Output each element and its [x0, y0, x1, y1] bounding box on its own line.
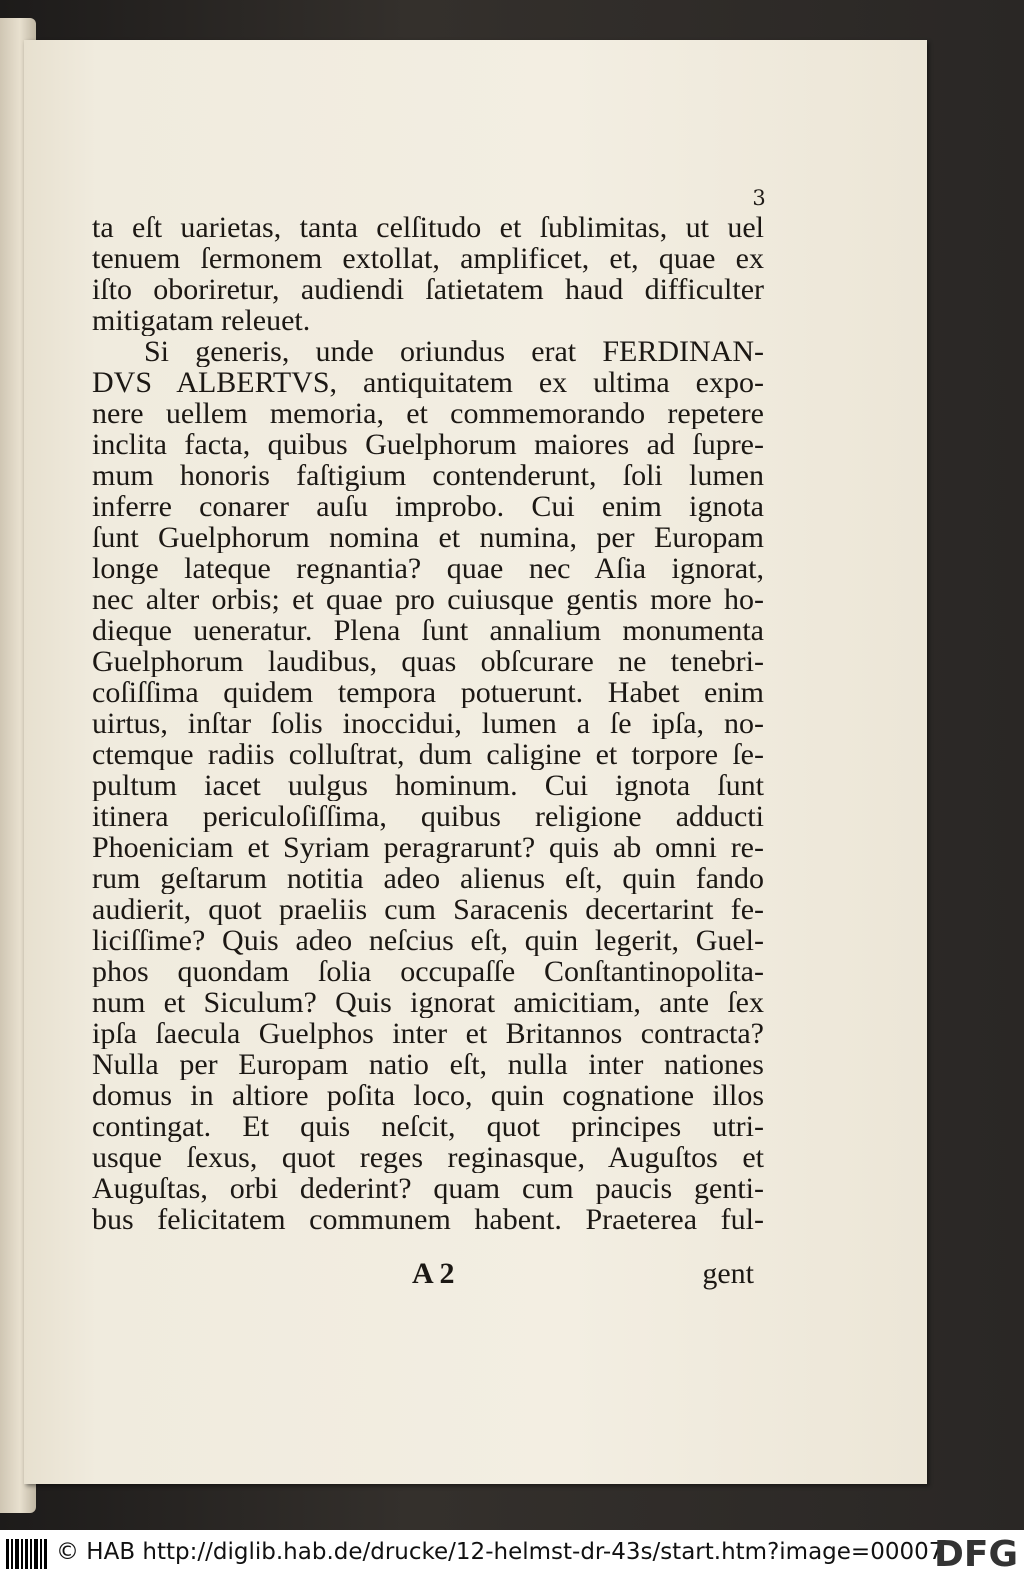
text-line: ſunt Guelphorum nomina et numina, per Europam	[92, 522, 764, 553]
text-line: uirtus, inſtar ſolis inoccidui, lumen a ſe ipſa, no-	[92, 708, 764, 739]
text-line: mum honoris faſtigium contenderunt, ſoli lumen	[92, 460, 764, 491]
text-line: nere uellem memoria, et commemorando repetere	[92, 398, 764, 429]
text-line: DVS ALBERTVS, antiquitatem ex ultima expo-	[92, 367, 764, 398]
text-line: Auguſtas, orbi dederint? quam cum paucis genti-	[92, 1173, 764, 1204]
text-line: num et Siculum? Quis ignorat amicitiam, ante ſex	[92, 987, 764, 1018]
body-text	[92, 212, 764, 1235]
text-line: bus felicitatem communem habent. Praeterea ful-	[92, 1204, 764, 1235]
text-line: Nulla per Europam natio eſt, nulla inter nationes	[92, 1049, 764, 1080]
text-line: rum geſtarum notitia adeo alienus eſt, quin fando	[92, 863, 764, 894]
text-line: contingat. Et quis neſcit, quot principes utri-	[92, 1111, 764, 1142]
text-line: domus in altiore poſita loco, quin cognatione illos	[92, 1080, 764, 1111]
text-line: liciſſime? Quis adeo neſcius eſt, quin legerit, Guel-	[92, 925, 764, 956]
text-line: ctemque radiis colluſtrat, dum caligine et torpore ſe-	[92, 739, 764, 770]
text-line: iſto oboriretur, audiendi ſatietatem haud difficulter	[92, 274, 764, 305]
page-number: 3	[752, 186, 766, 210]
text-line: pultum iacet uulgus hominum. Cui ignota ſunt	[92, 770, 764, 801]
text-line: Si generis, unde oriundus erat FERDINAN-	[144, 336, 764, 367]
text-line: tenuem ſermonem extollat, amplificet, et, quae ex	[92, 243, 764, 274]
text-line: inferre conarer auſu improbo. Cui enim ignota	[92, 491, 764, 522]
text-line: audierit, quot praeliis cum Saracenis decertarint fe-	[92, 894, 764, 925]
text-line: nec alter orbis; et quae pro cuiusque gentis more ho-	[92, 584, 764, 615]
text-line: coſiſſima quidem tempora potuerunt. Habet enim	[92, 677, 764, 708]
catchword: gent	[702, 1257, 754, 1290]
text-line: dieque ueneratur. Plena ſunt annalium monumenta	[92, 615, 764, 646]
copyright-link[interactable]: © HAB http://diglib.hab.de/drucke/12-helmst-dr-43s/start.htm?image=00007	[56, 1539, 944, 1565]
text-line: phos quondam ſolia occupaſſe Conſtantinopolita-	[92, 956, 764, 987]
text-line: ta eſt uarietas, tanta celſitudo et ſublimitas, ut uel	[92, 212, 764, 243]
barcode-icon	[6, 1539, 48, 1569]
text-line: Phoeniciam et Syriam peragrarunt? quis ab omni re-	[92, 832, 764, 863]
signature-mark: A 2	[412, 1257, 455, 1290]
text-line: inclita facta, quibus Guelphorum maiores ad ſupre-	[92, 429, 764, 460]
text-line: ipſa ſaecula Guelphos inter et Britannos contracta?	[92, 1018, 764, 1049]
copyright-bar	[0, 1530, 1024, 1579]
text-line: longe lateque regnantia? quae nec Aſia ignorat,	[92, 553, 764, 584]
text-line: Guelphorum laudibus, quas obſcurare ne tenebri-	[92, 646, 764, 677]
text-line: mitigatam releuet.	[92, 305, 311, 336]
text-line: itinera periculoſiſſima, quibus religione adducti	[92, 801, 764, 832]
text-line: usque ſexus, quot reges reginasque, Auguſtos et	[92, 1142, 764, 1173]
page-footer	[92, 1257, 764, 1291]
dfg-logo: DFG	[933, 1534, 1018, 1575]
